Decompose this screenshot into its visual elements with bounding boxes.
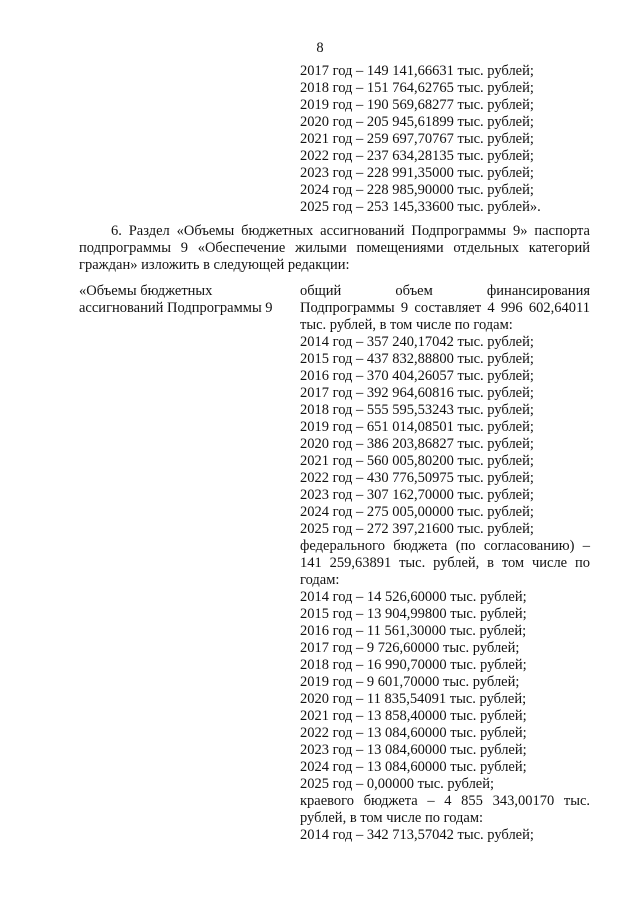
- federal-year-item: 2015 год – 13 904,99800 тыс. рублей;: [300, 606, 527, 622]
- federal-year-item: 2024 год – 13 084,60000 тыс. рублей;: [300, 759, 527, 775]
- list-item: 2020 год – 205 945,61899 тыс. рублей;: [300, 114, 534, 130]
- list-item: 2025 год – 253 145,33600 тыс. рублей».: [300, 199, 541, 215]
- continued-year-list: [300, 63, 541, 216]
- federal-intro-line: федерального бюджета (по согласованию) –: [300, 538, 590, 554]
- federal-year-item: 2023 год – 13 084,60000 тыс. рублей;: [300, 742, 527, 758]
- list-item: 2019 год – 190 569,68277 тыс. рублей;: [300, 97, 534, 113]
- federal-intro-line: годам:: [300, 572, 340, 588]
- regional-year-item: 2014 год – 342 713,57042 тыс. рублей;: [300, 827, 534, 843]
- total-year-item: 2021 год – 560 005,80200 тыс. рублей;: [300, 453, 534, 469]
- value-line: тыс. рублей, в том числе по годам:: [300, 317, 513, 333]
- list-item: 2021 год – 259 697,70767 тыс. рублей;: [300, 131, 534, 147]
- paragraph-line: подпрограммы 9 «Обеспечение жилыми помещениями отдельных категорий: [79, 240, 590, 256]
- regional-intro-line: краевого бюджета – 4 855 343,00170 тыс.: [300, 793, 590, 809]
- total-year-item: 2018 год – 555 595,53243 тыс. рублей;: [300, 402, 534, 418]
- value-line: Подпрограммы 9 составляет 4 996 602,64011: [300, 300, 590, 316]
- total-year-item: 2024 год – 275 005,00000 тыс. рублей;: [300, 504, 534, 520]
- total-year-item: 2023 год – 307 162,70000 тыс. рублей;: [300, 487, 534, 503]
- federal-intro-line: 141 259,63891 тыс. рублей, в том числе по: [300, 555, 590, 571]
- list-item: 2017 год – 149 141,66631 тыс. рублей;: [300, 63, 534, 79]
- federal-year-item: 2019 год – 9 601,70000 тыс. рублей;: [300, 674, 520, 690]
- federal-year-item: 2017 год – 9 726,60000 тыс. рублей;: [300, 640, 520, 656]
- list-item: 2023 год – 228 991,35000 тыс. рублей;: [300, 165, 534, 181]
- regional-intro-line: рублей, в том числе по годам:: [300, 810, 484, 826]
- list-item: 2018 год – 151 764,62765 тыс. рублей;: [300, 80, 534, 96]
- table-value-cell: [300, 283, 590, 844]
- list-item: 2024 год – 228 985,90000 тыс. рублей;: [300, 182, 534, 198]
- total-year-item: 2020 год – 386 203,86827 тыс. рублей;: [300, 436, 534, 452]
- total-year-item: 2014 год – 357 240,17042 тыс. рублей;: [300, 334, 534, 350]
- table-label-cell: [79, 283, 289, 317]
- value-line: общий объем финансирования: [300, 283, 590, 299]
- page-number: 8: [316, 40, 324, 56]
- list-item: 2022 год – 237 634,28135 тыс. рублей;: [300, 148, 534, 164]
- total-year-item: 2015 год – 437 832,88800 тыс. рублей;: [300, 351, 534, 367]
- federal-year-item: 2016 год – 11 561,30000 тыс. рублей;: [300, 623, 527, 639]
- paragraph-line: 6. Раздел «Объемы бюджетных ассигнований Подпрограммы 9» паспорта: [111, 223, 590, 239]
- total-year-item: 2025 год – 272 397,21600 тыс. рублей;: [300, 521, 534, 537]
- federal-year-item: 2014 год – 14 526,60000 тыс. рублей;: [300, 589, 527, 605]
- total-year-item: 2019 год – 651 014,08501 тыс. рублей;: [300, 419, 534, 435]
- total-year-item: 2017 год – 392 964,60816 тыс. рублей;: [300, 385, 534, 401]
- federal-year-item: 2022 год – 13 084,60000 тыс. рублей;: [300, 725, 527, 741]
- label-line: ассигнований Подпрограммы 9: [79, 300, 273, 316]
- paragraph-line: граждан» изложить в следующей редакции:: [79, 257, 350, 273]
- amendment-paragraph: [79, 223, 590, 274]
- federal-year-item: 2018 год – 16 990,70000 тыс. рублей;: [300, 657, 527, 673]
- total-year-item: 2022 год – 430 776,50975 тыс. рублей;: [300, 470, 534, 486]
- federal-year-item: 2021 год – 13 858,40000 тыс. рублей;: [300, 708, 527, 724]
- label-line: «Объемы бюджетных: [79, 283, 213, 299]
- federal-year-item: 2025 год – 0,00000 тыс. рублей;: [300, 776, 495, 792]
- total-year-item: 2016 год – 370 404,26057 тыс. рублей;: [300, 368, 534, 384]
- federal-year-item: 2020 год – 11 835,54091 тыс. рублей;: [300, 691, 527, 707]
